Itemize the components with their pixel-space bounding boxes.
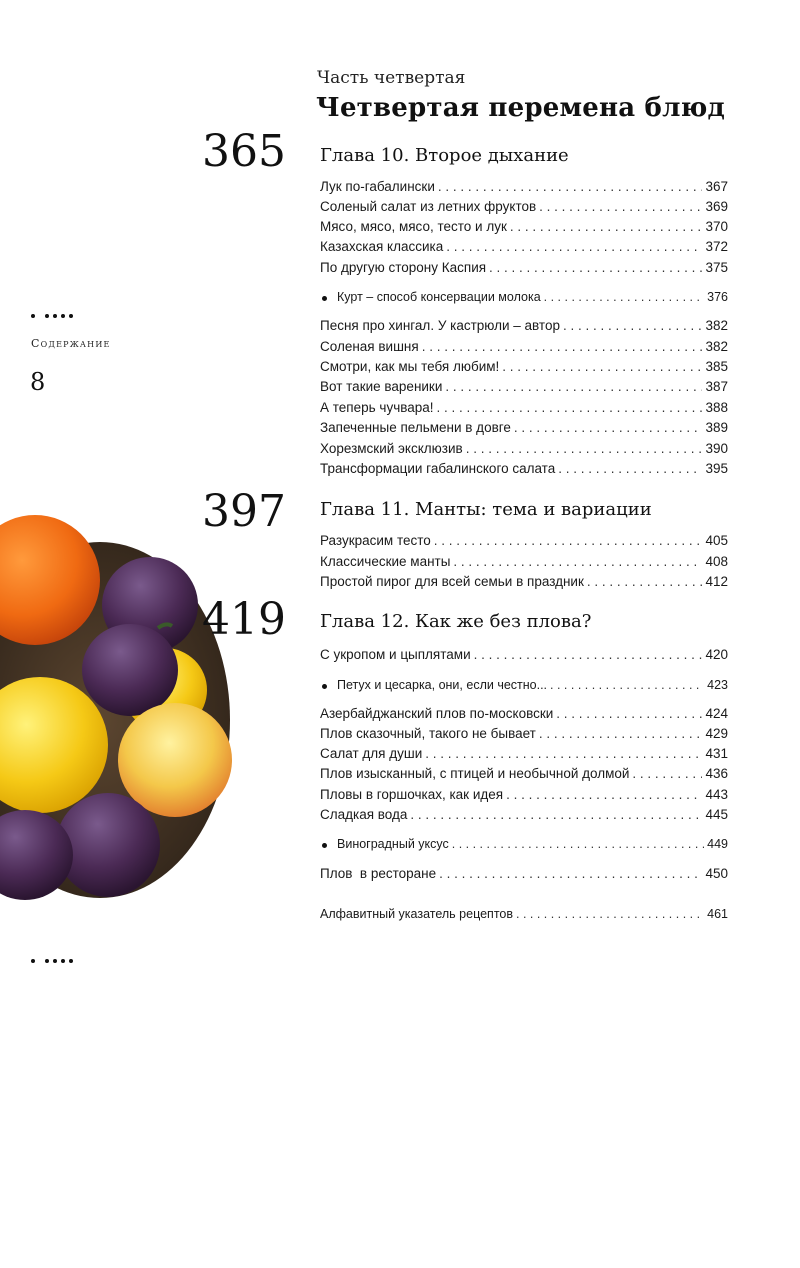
toc-subentry[interactable]: Виноградный уксус . . . 449 [320,834,728,854]
toc-entry[interactable]: Вот такие вареники . . . 387 [320,377,728,397]
page-number: 8 [30,368,46,396]
toc-entry[interactable]: Хорезмский эксклюзив . . . 390 [320,439,728,459]
toc-entry[interactable]: Азербайджанский плов по-московски . . . 424 [320,704,728,724]
part-label: Часть четвертая [317,68,466,88]
fruit-bowl-image [0,505,300,925]
toc-entry[interactable]: Трансформации габалинского салата . . . 395 [320,459,728,479]
toc-entry[interactable]: Смотри, как мы тебя любим! . . . 385 [320,357,728,377]
chapter-12-title: Глава 12. Как же без плова? [320,611,592,632]
toc-entry[interactable]: Простой пирог для всей семьи в праздник . . . 412 [320,572,728,592]
toc-entry[interactable]: Классические манты . . . 408 [320,552,728,572]
bullet-icon [322,296,327,301]
toc-entry[interactable]: Пловы в горшочках, как идея . . . 443 [320,785,728,805]
toc-entry[interactable]: Плов сказочный, такого не бывает . . . 429 [320,724,728,744]
chapter-10-page-number: 365 [202,126,286,177]
chapter-11-title: Глава 11. Манты: тема и вариации [320,499,652,520]
dots-decoration-bottom [31,958,73,964]
dots-decoration-top [31,313,73,319]
section-label: Содержание [31,337,111,350]
part-title: Четвертая перемена блюд [316,93,726,123]
toc-entry[interactable]: Соленый салат из летних фруктов . . . 369 [320,197,728,217]
toc-index-entry[interactable]: Алфавитный указатель рецептов . . . 461 [320,904,728,924]
toc-entry[interactable]: Соленая вишня . . . 382 [320,337,728,357]
toc-subentry[interactable]: Курт – способ консервации молока . . . 376 [320,287,728,307]
toc-entry[interactable]: Сладкая вода . . . 445 [320,805,728,825]
bullet-icon [322,843,327,848]
toc-entry[interactable]: Запеченные пельмени в довге . . . 389 [320,418,728,438]
toc-entry[interactable]: По другую сторону Каспия . . . 375 [320,258,728,278]
toc-entry[interactable]: Салат для души . . . 431 [320,744,728,764]
bullet-icon [322,684,327,689]
chapter-11-page-number: 397 [202,486,286,537]
toc-entry[interactable]: Песня про хингал. У кастрюли – автор . . . 382 [320,316,728,336]
toc-entry[interactable]: Плов изысканный, с птицей и необычной долмой . . . 436 [320,764,728,784]
toc-entry[interactable]: С укропом и цыплятами . . . 420 [320,645,728,665]
toc-entry[interactable]: А теперь чучвара! . . . 388 [320,398,728,418]
toc-entry[interactable]: Разукрасим тесто . . . 405 [320,531,728,551]
toc-entry[interactable]: Плов в ресторане . . . 450 [320,864,728,884]
chapter-12-page-number: 419 [202,594,286,645]
toc-entry[interactable]: Лук по-габалински . . . 367 [320,177,728,197]
toc-entry[interactable]: Мясо, мясо, мясо, тесто и лук . . . 370 [320,217,728,237]
toc-subentry[interactable]: Петух и цесарка, они, если честно... . . . 423 [320,675,728,695]
chapter-10-title: Глава 10. Второе дыхание [320,145,569,166]
toc-entry[interactable]: Казахская классика . . . 372 [320,237,728,257]
